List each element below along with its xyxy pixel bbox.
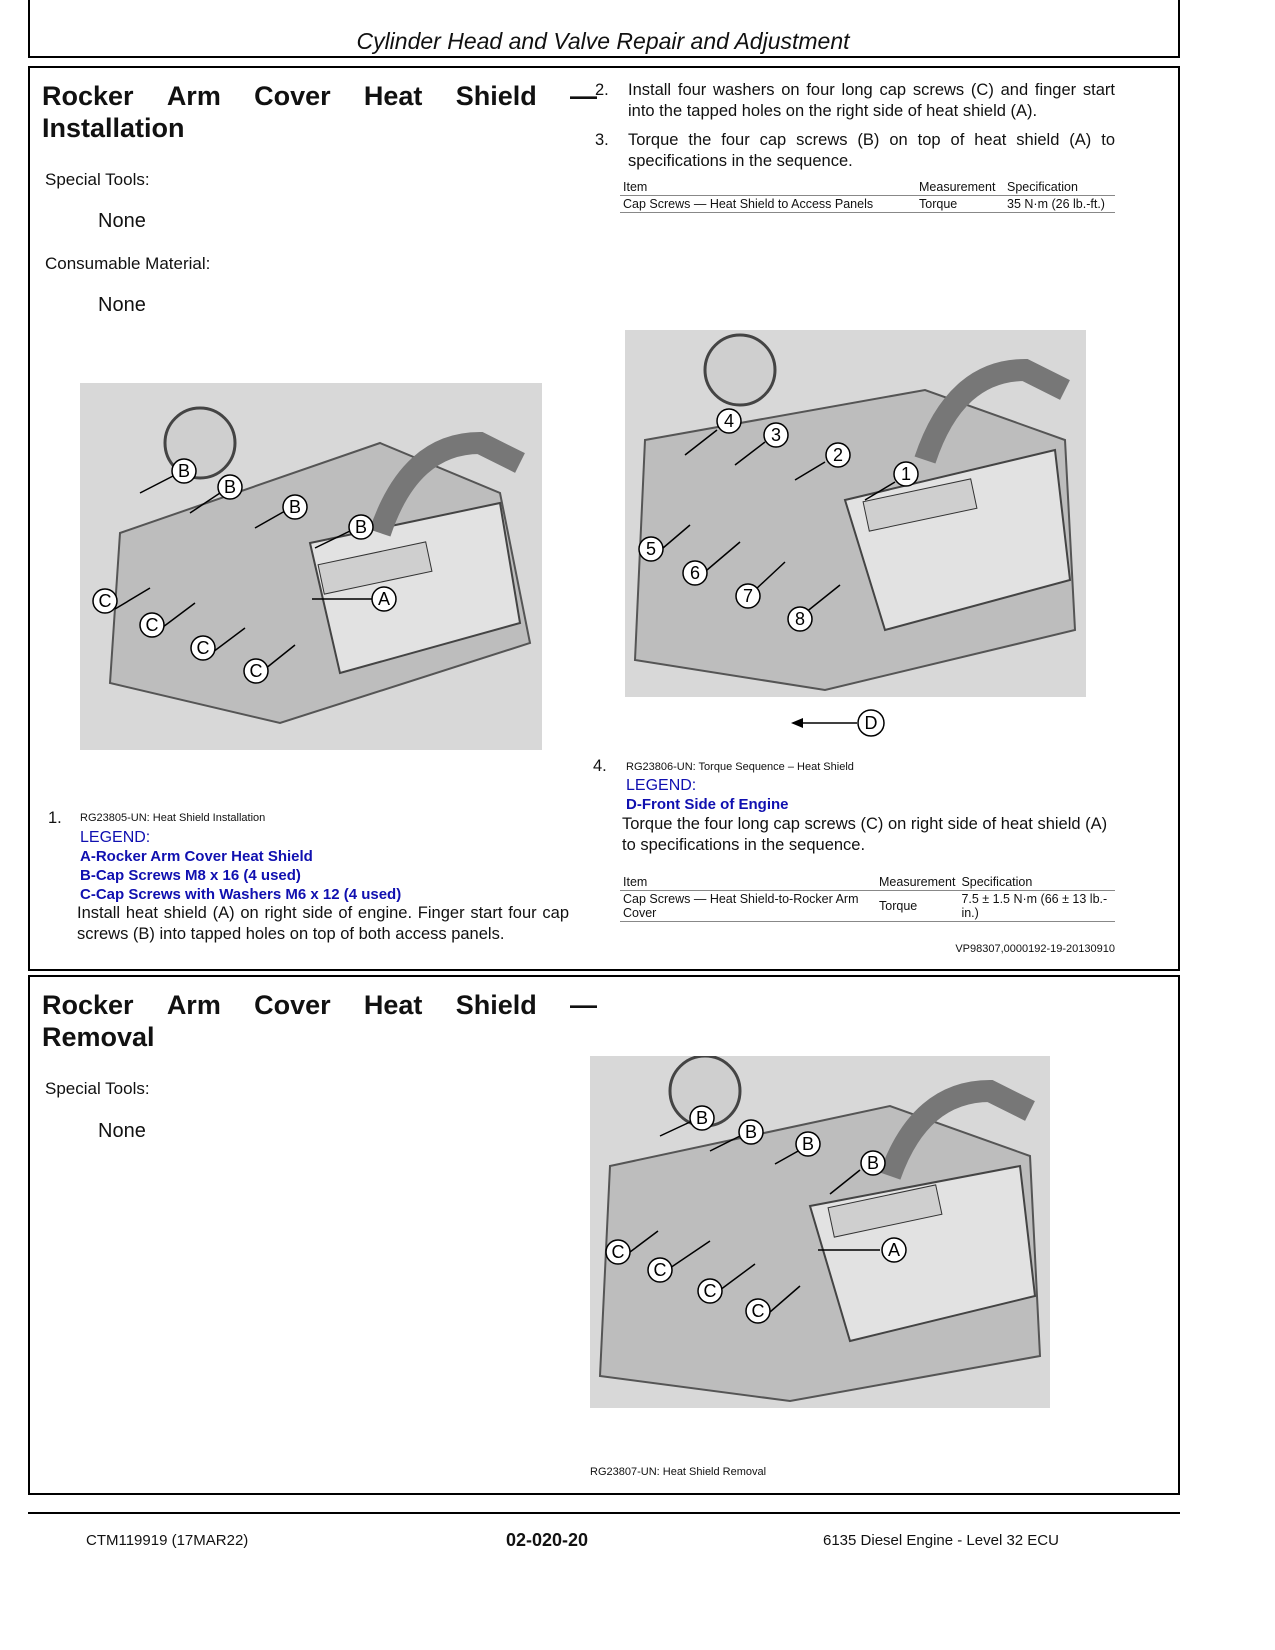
callout-label: 2 [832, 445, 844, 465]
title-word: — [569, 81, 597, 111]
step-2-number: 2. [595, 81, 609, 99]
table-cell: 35 N·m (26 lb.-ft.) [1004, 196, 1115, 213]
callout-label: B [695, 1108, 709, 1128]
table-cell: Torque [916, 196, 1004, 213]
table-row [620, 196, 1115, 213]
engine-illustration [590, 1056, 1050, 1408]
callout-label: C [145, 615, 159, 635]
table-cell: Torque [876, 891, 958, 922]
callout-label: B [866, 1153, 880, 1173]
spec-table-2 [620, 874, 1115, 922]
table-header: Item [620, 874, 876, 891]
legend-item: B-Cap Screws M8 x 16 (4 used) [80, 867, 301, 884]
engine-illustration [625, 330, 1086, 697]
step-3-number: 3. [595, 131, 609, 149]
callout-label: C [703, 1281, 717, 1301]
legend-title: LEGEND: [80, 829, 151, 846]
step-3 [595, 130, 1115, 174]
callout-label: B [354, 517, 368, 537]
table-header: Measurement [876, 874, 958, 891]
title-word: Cover [254, 990, 331, 1020]
step-1-text: Install heat shield (A) on right side of engine. Finger start four cap screws (B) into tapped holes on top of both access panels. [77, 904, 569, 943]
title-word: Shield [455, 990, 537, 1020]
callout-label: C [751, 1301, 765, 1321]
footer-manual-title: 6135 Diesel Engine - Level 32 ECU [823, 1532, 1059, 1549]
consumable-material-label: Consumable Material: [45, 254, 211, 273]
special-tools-value: None [98, 210, 146, 232]
front-direction-arrow [785, 707, 905, 741]
title-word: Arm [166, 990, 221, 1020]
table-header: Item [620, 179, 916, 196]
engine-photo-torque-sequence [625, 330, 1086, 697]
footer-page-number: 02-020-20 [506, 1530, 589, 1550]
callout-label: B [177, 461, 191, 481]
callout-label: B [223, 477, 237, 497]
table-cell: Cap Screws — Heat Shield-to-Rocker Arm Cover [620, 891, 876, 922]
table-header: Specification [958, 874, 1115, 891]
callout-label: 3 [770, 425, 782, 445]
special-tools-value: None [98, 1120, 146, 1142]
callout-label: 1 [900, 464, 912, 484]
legend-item: C-Cap Screws with Washers M6 x 12 (4 used) [80, 886, 402, 903]
engine-illustration [80, 383, 542, 750]
title-word: Shield [455, 81, 537, 111]
special-tools-label: Special Tools: [45, 170, 150, 189]
consumable-material-value: None [98, 294, 146, 316]
title-word: Heat [363, 81, 423, 111]
step-4-legend [626, 776, 789, 814]
callout-label: 4 [723, 411, 735, 431]
callout-label: B [801, 1134, 815, 1154]
title-word: Rocker [42, 81, 134, 111]
callout-label: C [98, 591, 112, 611]
engine-photo-removal [590, 1056, 1050, 1408]
title-line2: Removal [42, 1022, 155, 1052]
page-header-title: Cylinder Head and Valve Repair and Adjustment [356, 28, 850, 54]
footer-rule [28, 1512, 1180, 1514]
step-2 [595, 80, 1115, 124]
table-cell: Cap Screws — Heat Shield to Access Panels [620, 196, 916, 213]
title-word: Heat [363, 990, 423, 1020]
callout-label: A [377, 589, 391, 609]
table-row [620, 891, 1115, 922]
title-word: Cover [254, 81, 331, 111]
engine-photo-installation [80, 383, 542, 750]
step-2-text: Install four washers on four long cap screws (C) and finger start into the tapped holes on the right side of heat shield (A). [628, 81, 1115, 120]
callout-label: B [288, 497, 302, 517]
title-word: — [569, 990, 597, 1020]
document-id: VP98307,0000192-19-20130910 [955, 943, 1115, 955]
step-3-text: Torque the four cap screws (B) on top of heat shield (A) to specifications in the sequence. [628, 131, 1115, 170]
callout-label: 5 [645, 539, 657, 559]
legend-item: D-Front Side of Engine [626, 796, 789, 813]
footer-doc-number: CTM119919 (17MAR22) [86, 1532, 249, 1549]
callout-label: A [887, 1240, 901, 1260]
step-1-number: 1. [48, 809, 62, 827]
table-header: Specification [1004, 179, 1115, 196]
callout-label: D [864, 713, 878, 733]
callout-label: 8 [794, 609, 806, 629]
figure-3-caption: RG23807-UN: Heat Shield Removal [590, 1466, 767, 1478]
callout-label: C [653, 1260, 667, 1280]
callout-label: B [744, 1122, 758, 1142]
table-cell: 7.5 ± 1.5 N·m (66 ± 13 lb.-in.) [958, 891, 1115, 922]
title-word: Rocker [42, 990, 134, 1020]
title-line2: Installation [42, 113, 185, 143]
title-word: Arm [166, 81, 221, 111]
table-header: Measurement [916, 179, 1004, 196]
legend-item: A-Rocker Arm Cover Heat Shield [80, 848, 313, 865]
removal-title [42, 989, 597, 1053]
spec-table-1 [620, 179, 1115, 213]
installation-title [42, 80, 597, 144]
callout-label: C [611, 1242, 625, 1262]
special-tools-label: Special Tools: [45, 1079, 150, 1098]
legend-title: LEGEND: [626, 777, 697, 794]
step-4-text: Torque the four long cap screws (C) on right side of heat shield (A) to specifications in the sequence. [622, 815, 1108, 854]
callout-label: 7 [742, 586, 754, 606]
figure-2-caption: RG23806-UN: Torque Sequence – Heat Shield [626, 761, 854, 773]
callout-label: 6 [689, 563, 701, 583]
step-4-number: 4. [593, 757, 607, 775]
callout-label: C [249, 661, 263, 681]
figure-1-caption: RG23805-UN: Heat Shield Installation [80, 812, 266, 824]
step-1-legend [80, 828, 401, 904]
callout-label: C [196, 638, 210, 658]
